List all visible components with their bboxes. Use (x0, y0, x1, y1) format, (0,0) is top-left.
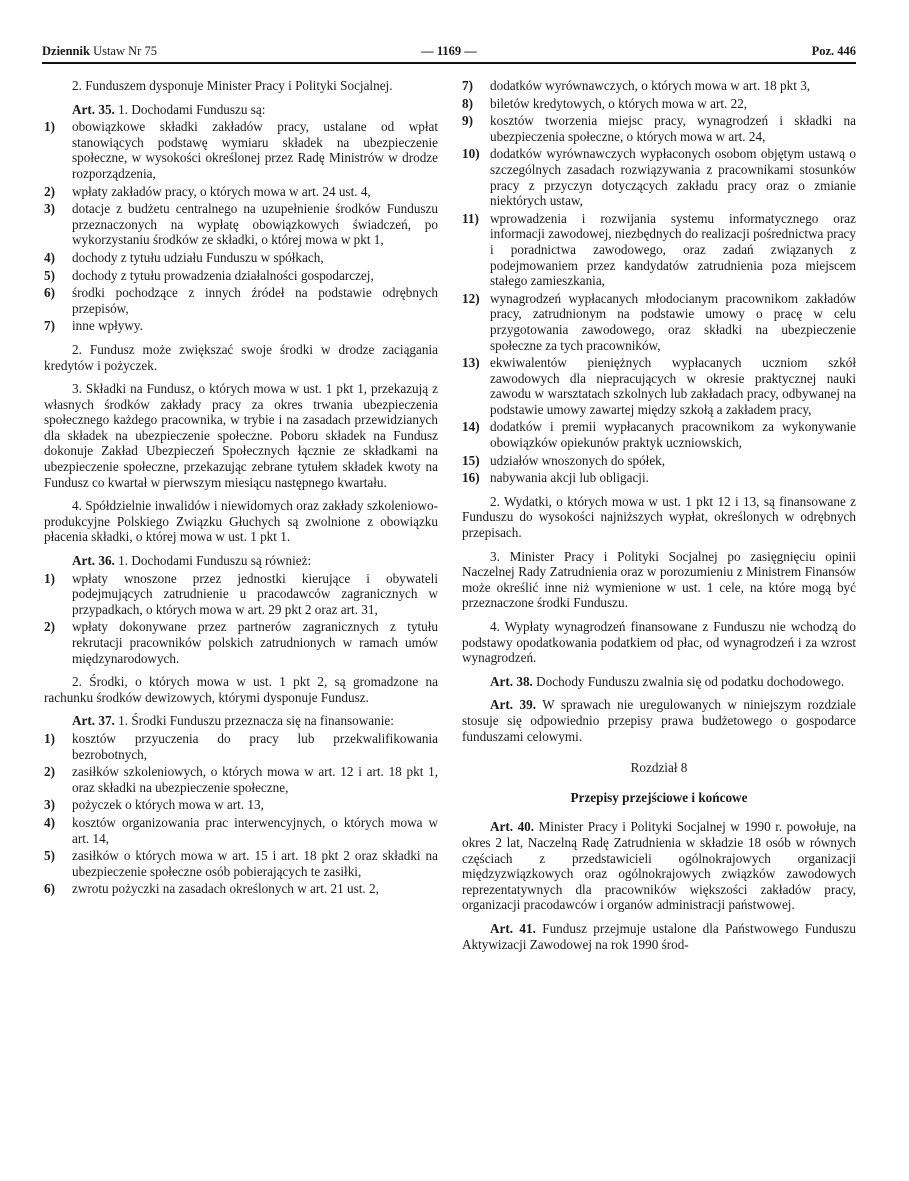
list-item: 4) kosztów organizowania prac interwencyjnych, o których mowa w art. 14, (44, 814, 438, 846)
list-item: 6) środki pochodzące z innych źródeł na podstawie odrębnych przepisów, (44, 285, 438, 316)
art41: Art. 41. Fundusz przejmuje ustalone dla Państwowego Funduszu Aktywizacji Zawodowej na rok 1990 środ- (462, 920, 856, 952)
list-item: 5) dochody z tytułu prowadzenia działalności gospodarczej, (44, 267, 374, 283)
art37-list-continued (462, 78, 856, 486)
art37-paragraph-3: 3. Minister Pracy i Polityki Socjalnej po zasięgnięciu opinii Naczelnej Rady Zatrudnienia oraz w porozumieniu z Ministrem Finansów może określić inne niż wymienione w ust. 1 cele, na które mogą być przeznaczone środki Funduszu. (462, 548, 856, 611)
list-item: 9) kosztów tworzenia miejsc pracy, wynagrodzeń i składki na ubezpieczenia społeczne, o których mowa w art. 24, (462, 113, 856, 144)
list-item: 7) dodatków wyrównawczych, o których mowa w art. 18 pkt 3, (462, 78, 811, 93)
art35-intro: Art. 35. 1. Dochodami Funduszu są: (72, 101, 266, 117)
list-item: 2) wpłaty dokonywane przez partnerów zagranicznych z tytułu rekrutacji pracowników polskich zatrudnionych w ramach umów międzynarodowych. (44, 619, 438, 666)
art37-paragraph-2: 2. Wydatki, o których mowa w ust. 1 pkt 12 i 13, są finansowane z Funduszu do wysokości najniższych wypłat, określonych w odrębnych przepisach. (462, 493, 856, 541)
list-item: 7) inne wpływy. (44, 318, 143, 334)
art37-paragraph-4: 4. Wypłaty wynagrodzeń finansowane z Funduszu nie wchodzą do podstawy opodatkowania podatkiem od płac, od wynagrodzeń i za wzrost wynagrodzeń. (462, 619, 856, 666)
list-item: 10) dodatków wyrównawczych wypłaconych osobom objętym ustawą o szczególnych zasadach rozwiązywania z pracownikami stosunków pracy z przyczyn dotyczących zakładu pracy oraz o zmianie niektórych ustaw, (462, 146, 856, 209)
list-item: 1) kosztów przyuczenia do pracy lub przekwalifikowania bezrobotnych, (44, 730, 438, 762)
journal-title: Dziennik Ustaw Nr 75 (42, 44, 157, 58)
chapter-title: Przepisy przejściowe i końcowe (570, 789, 748, 805)
list-item: 1) wpłaty wnoszone przez jednostki kierujące i obywateli podejmujących zatrudnienie u pracodawców zagranicznych w przypadkach, o których mowa w art. 29 pkt 2 oraz art. 31, (44, 570, 438, 617)
position-number: Poz. 446 (811, 44, 856, 58)
art36-paragraph-2: 2. Środki, o których mowa w ust. 1 pkt 2, są gromadzone na rachunku środków dewizowych, którymi dysponuje Fundusz. (44, 674, 438, 705)
page-header (42, 44, 856, 64)
art36-list (44, 571, 438, 667)
chapter-heading: Rozdział 8 (630, 760, 688, 776)
art37-list (44, 731, 438, 897)
art35-paragraph-4: 4. Spółdzielnie inwalidów i niewidomych oraz zakłady szkoleniowo-produkcyjne Polskiego Związku Głuchych są zwolnione z obowiązku płacenia składki, o której mowa w ust. 1 pkt 1. (44, 498, 438, 545)
art38: Art. 38. Dochody Funduszu zwalnia się od podatku dochodowego. (490, 673, 845, 689)
list-item: 5) zasiłków o których mowa w art. 15 i art. 18 pkt 2 oraz składki na ubezpieczenie społeczne osób pobierających te zasiłki, (44, 848, 438, 879)
list-item: 13) ekwiwalentów pieniężnych wypłacanych uczniom szkół zawodowych dla niepracujących w okresie praktycznej nauki zawodu w warsztatach szkolnych lub zakładach pracy, odbywanej na podstawie umowy zawartej między szkołą a zakładem pracy, (462, 355, 856, 417)
art39: Art. 39. W sprawach nie uregulowanych w niniejszym rozdziale stosuje się odpowiednio przepisy prawa budżetowego o gospodarce funduszami celowymi. (462, 697, 856, 744)
art37-intro: Art. 37. 1. Środki Funduszu przeznacza się na finansowanie: (72, 713, 394, 729)
art35-paragraph-3: 3. Składki na Fundusz, o których mowa w ust. 1 pkt 1, przekazują z własnych środków zakłady pracy za okres trwania ubezpieczenia społecznego każdego pracownika, w trybie i na zasadach przewidzianych dla składek na ubezpieczenie społeczne. Poboru składek na Fundusz dokonuje Zakład Ubezpieczeń Społecznych łącznie ze składkami na ubezpieczenie społeczne, przekazując zebrane tytułem składek kwoty na Fundusz co kwartał w pierwszym miesiącu następnego kwartału. (44, 381, 438, 490)
list-item: 3) pożyczek o których mowa w art. 13, (44, 797, 264, 813)
list-item: 8) biletów kredytowych, o których mowa w art. 22, (462, 95, 748, 111)
list-item: 4) dochody z tytułu udziału Funduszu w spółkach, (44, 249, 324, 265)
list-item: 12) wynagrodzeń wypłacanych młodocianym pracownikom zakładów pracy, zatrudnionym na podstawie umowy o pracę w celu przygotowania zawodowego, oraz składki na ubezpieczenie społeczne za tych pracowników, (462, 290, 856, 353)
list-item: 15) udziałów wnoszonych do spółek, (462, 452, 666, 468)
list-item: 2) wpłaty zakładów pracy, o których mowa w art. 24 ust. 4, (44, 183, 371, 199)
list-item: 6) zwrotu pożyczki na zasadach określonych w art. 21 ust. 2, (44, 881, 379, 897)
right-column (462, 78, 856, 960)
list-item: 3) dotacje z budżetu centralnego na uzupełnienie środków Funduszu przeznaczonych na wypłatę obowiązkowych świadczeń, po wykorzystaniu środków ze składki, o której mowa w pkt 1, (44, 201, 438, 248)
list-item: 11) wprowadzenia i rozwijania systemu informatycznego oraz informacji zawodowej, niezbędnych do realizacji pośrednictwa pracy i poradnictwa zawodowego, oraz zadań związanych z podejmowaniem przez kandydatów zatrudnienia poza miejscem stałego zamieszkania, (462, 210, 856, 289)
list-item: 16) nabywania akcji lub obligacji. (462, 470, 649, 486)
art35-list (44, 119, 438, 334)
list-item: 2) zasiłków szkoleniowych, o których mowa w art. 12 i art. 18 pkt 1, oraz składki na ubezpieczenie społeczne, (44, 764, 438, 795)
list-item: 1) obowiązkowe składki zakładów pracy, ustalane od wpłat stanowiących podstawę wymiaru składek na ubezpieczenie społeczne, w wysokości określonej przez Radę Ministrów w drodze rozporządzenia, (44, 119, 438, 181)
left-column (44, 78, 438, 905)
page-number: — 1169 — (421, 44, 477, 58)
art34-paragraph-2: 2. Funduszem dysponuje Minister Pracy i Polityki Socjalnej. (72, 78, 393, 93)
art40: Art. 40. Minister Pracy i Polityki Socjalnej w 1990 r. powołuje, na okres 2 lat, Naczelną Radę Zatrudnienia w składzie 18 osób w równych częściach z przedstawicieli ogólnokrajowych organizacji międzyzwiązkowych oraz ogólnokrajowych związków zawodowych reprezentatywnych dla pracowników większości zakładów pracy, organizacji pracodawców i organów administracji państwowej. (462, 819, 856, 913)
art35-paragraph-2: 2. Fundusz może zwiększać swoje środki w drodze zaciągania kredytów i pożyczek. (44, 341, 438, 373)
art36-intro: Art. 36. 1. Dochodami Funduszu są również: (72, 553, 312, 569)
list-item: 14) dodatków i premii wypłacanych pracownikom za wykonywanie obowiązków opiekunów praktyk uczniowskich, (462, 419, 856, 451)
